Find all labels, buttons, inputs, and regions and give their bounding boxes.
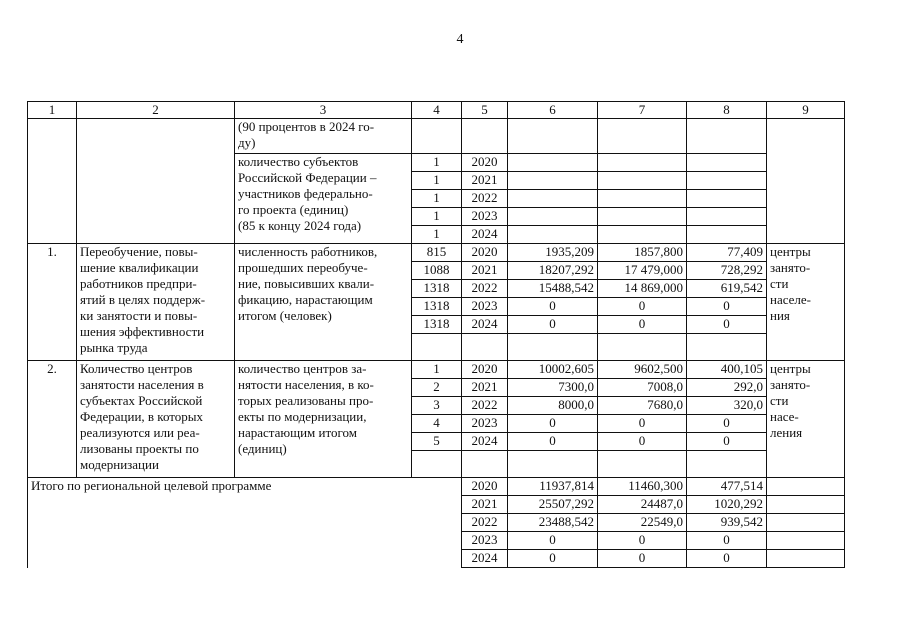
empty-cell [767,119,845,244]
amount-cell: 400,105 [687,361,767,379]
empty-cell [767,496,845,514]
item-number: 1. [28,244,77,361]
amount-cell: 1857,800 [598,244,687,262]
amount-cell: 0 [508,550,598,568]
year-cell: 2023 [462,208,508,226]
empty-cell [767,514,845,532]
year-cell: 2022 [462,190,508,208]
target-value: 1318 [412,280,462,298]
empty-cell [508,226,598,244]
year-cell: 2020 [462,154,508,172]
header-cell: 1 [28,102,77,119]
year-cell: 2024 [462,433,508,451]
target-value: 1318 [412,316,462,334]
header-row [28,102,845,119]
header-cell: 9 [767,102,845,119]
empty-cell [687,172,767,190]
amount-cell: 7300,0 [508,379,598,397]
empty-cell [508,208,598,226]
amount-cell: 22549,0 [598,514,687,532]
amount-cell: 15488,542 [508,280,598,298]
target-value: 4 [412,415,462,433]
year-cell: 2021 [462,379,508,397]
amount-cell: 728,292 [687,262,767,280]
empty-cell [412,451,462,478]
empty-cell [598,190,687,208]
indicator-cell: количество субъектов Российской Федерации – участников федерально- го проекта (единиц) (85 к концу 2024 года) [235,154,412,244]
empty-cell [687,334,767,361]
year-cell: 2020 [462,244,508,262]
table-row [28,119,845,154]
empty-cell [767,532,845,550]
empty-cell [687,226,767,244]
amount-cell: 0 [598,415,687,433]
year-cell: 2020 [462,478,508,496]
amount-cell: 7008,0 [598,379,687,397]
amount-cell: 0 [508,415,598,433]
amount-cell: 10002,605 [508,361,598,379]
activity-cell: Переобучение, повы- шение квалификации работников предпри- ятий в целях поддерж- ки занятости и повы- шения эффективности рынка труда [77,244,235,361]
amount-cell: 0 [687,415,767,433]
year-cell: 2024 [462,316,508,334]
empty-cell [598,172,687,190]
target-value: 815 [412,244,462,262]
empty-cell [767,478,845,496]
amount-cell: 0 [508,532,598,550]
amount-cell: 77,409 [687,244,767,262]
empty-cell [508,172,598,190]
total-label: Итого по региональной целевой программе [28,478,462,568]
empty-cell [412,119,462,154]
empty-cell [687,190,767,208]
target-value: 2 [412,379,462,397]
year-cell: 2024 [462,226,508,244]
target-value: 1 [412,208,462,226]
empty-cell [462,119,508,154]
amount-cell: 619,542 [687,280,767,298]
amount-cell: 0 [508,433,598,451]
amount-cell: 1935,209 [508,244,598,262]
target-value: 1 [412,226,462,244]
amount-cell: 7680,0 [598,397,687,415]
table-row [28,361,845,379]
empty-cell [598,119,687,154]
year-cell: 2022 [462,397,508,415]
indicator-cell: количество центров за- нятости населения, в ко- торых реализованы про- екты по модернизации, нарастающим итогом (единиц) [235,361,412,478]
amount-cell: 477,514 [687,478,767,496]
target-value: 1088 [412,262,462,280]
amount-cell: 0 [598,298,687,316]
empty-cell [508,451,598,478]
year-cell: 2023 [462,298,508,316]
amount-cell: 23488,542 [508,514,598,532]
amount-cell: 25507,292 [508,496,598,514]
indicator-cell: численность работников, прошедших переобуче- ние, повысивших квали- фикацию, нарастающим итогом (человек) [235,244,412,361]
page-number: 4 [456,32,464,47]
empty-cell [687,154,767,172]
empty-cell [687,119,767,154]
year-cell: 2024 [462,550,508,568]
amount-cell: 939,542 [687,514,767,532]
total-row [28,478,845,496]
amount-cell: 0 [687,298,767,316]
amount-cell: 18207,292 [508,262,598,280]
amount-cell: 0 [687,532,767,550]
amount-cell: 320,0 [687,397,767,415]
amount-cell: 0 [598,532,687,550]
amount-cell: 0 [687,550,767,568]
activity-cell: Количество центров занятости населения в субъектах Российской Федерации, в которых реализуются или реа- лизованы проекты по модернизации [77,361,235,478]
header-cell: 2 [77,102,235,119]
empty-cell [598,451,687,478]
empty-cell [77,119,235,244]
target-value: 1318 [412,298,462,316]
header-cell: 6 [508,102,598,119]
amount-cell: 14 869,000 [598,280,687,298]
empty-cell [687,208,767,226]
program-table [27,101,845,568]
year-cell: 2022 [462,514,508,532]
amount-cell: 0 [508,298,598,316]
empty-cell [28,119,77,244]
empty-cell [412,334,462,361]
table-row [28,244,845,262]
empty-cell [687,451,767,478]
header-cell: 4 [412,102,462,119]
target-value: 5 [412,433,462,451]
header-cell: 7 [598,102,687,119]
amount-cell: 0 [508,316,598,334]
target-value: 1 [412,154,462,172]
empty-cell [598,154,687,172]
amount-cell: 11460,300 [598,478,687,496]
amount-cell: 11937,814 [508,478,598,496]
header-cell: 5 [462,102,508,119]
header-cell: 8 [687,102,767,119]
empty-cell [462,334,508,361]
year-cell: 2023 [462,415,508,433]
target-value: 1 [412,361,462,379]
amount-cell: 17 479,000 [598,262,687,280]
empty-cell [767,550,845,568]
year-cell: 2023 [462,532,508,550]
header-cell: 3 [235,102,412,119]
year-cell: 2021 [462,172,508,190]
item-number: 2. [28,361,77,478]
amount-cell: 0 [598,433,687,451]
target-value: 1 [412,172,462,190]
empty-cell [508,119,598,154]
amount-cell: 8000,0 [508,397,598,415]
empty-cell [508,190,598,208]
empty-cell [462,451,508,478]
amount-cell: 0 [598,316,687,334]
amount-cell: 0 [687,316,767,334]
amount-cell: 0 [687,433,767,451]
amount-cell: 292,0 [687,379,767,397]
indicator-continuation: (90 процентов в 2024 го- ду) [235,119,412,154]
amount-cell: 1020,292 [687,496,767,514]
amount-cell: 0 [598,550,687,568]
empty-cell [598,334,687,361]
year-cell: 2021 [462,262,508,280]
empty-cell [508,154,598,172]
amount-cell: 9602,500 [598,361,687,379]
year-cell: 2022 [462,280,508,298]
target-value: 3 [412,397,462,415]
executor-cell: центры занято- сти насе- ления [767,361,845,478]
empty-cell [598,226,687,244]
empty-cell [508,334,598,361]
executor-cell: центры занято- сти населе- ния [767,244,845,361]
target-value: 1 [412,190,462,208]
year-cell: 2020 [462,361,508,379]
empty-cell [598,208,687,226]
amount-cell: 24487,0 [598,496,687,514]
year-cell: 2021 [462,496,508,514]
